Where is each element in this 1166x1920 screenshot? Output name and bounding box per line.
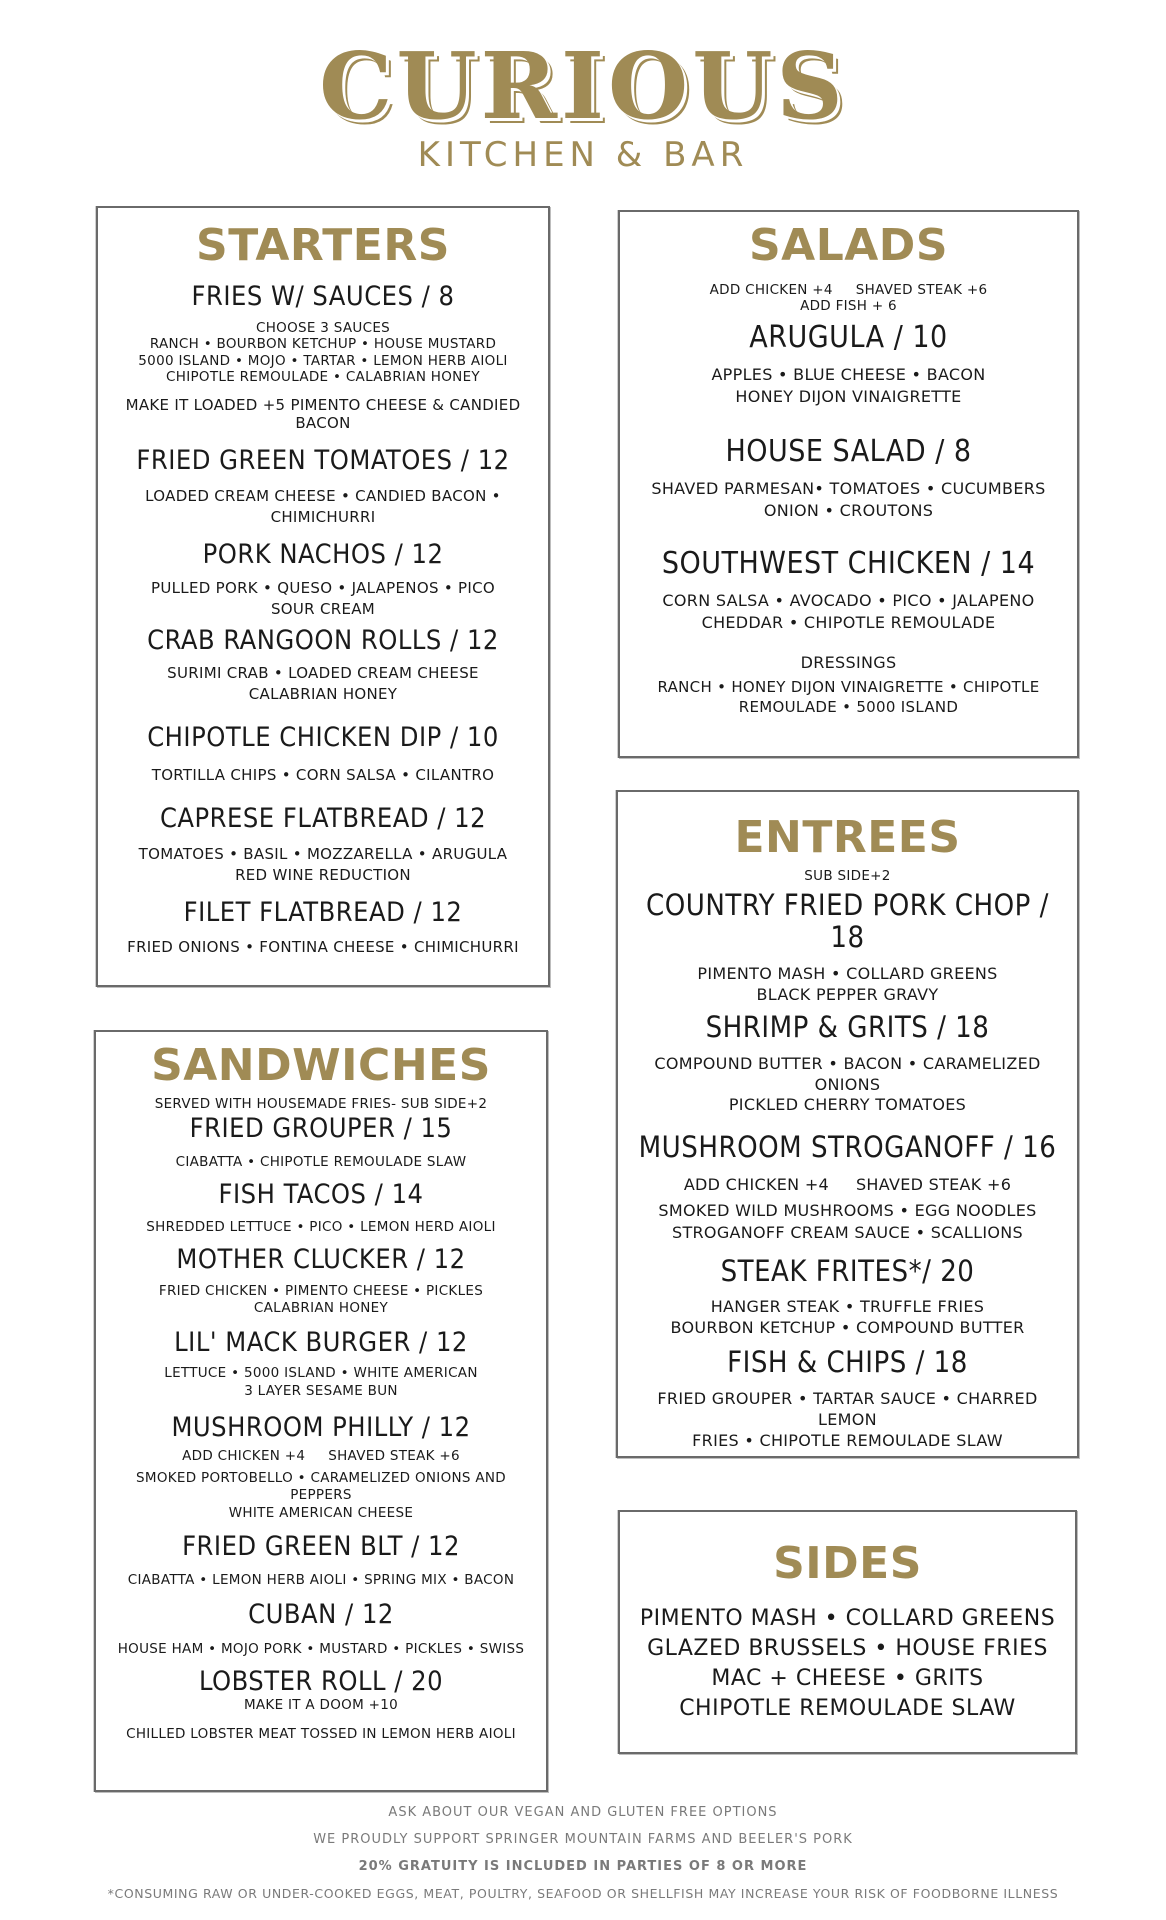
menu-item-name: MUSHROOM STROGANOFF / 16 [638, 1130, 1057, 1165]
entrees-note: SUB SIDE+2 [804, 868, 891, 884]
loaded-line: BACON [295, 413, 351, 432]
menu-item-name: SOUTHWEST CHICKEN / 14 [661, 545, 1036, 581]
menu-item-name: STEAK FRITES*/ 20 [720, 1253, 975, 1288]
menu-item-name: FRIES W/ SAUCES / 8 [191, 281, 455, 312]
sandwiches-note: SERVED WITH HOUSEMADE FRIES- SUB SIDE+2 [154, 1096, 488, 1112]
sides-line: MAC + CHEESE • GRITS [711, 1665, 984, 1691]
menu-item-name: LIL' MACK BURGER / 12 [174, 1326, 468, 1358]
menu-item-name: ARUGULA / 10 [749, 319, 948, 355]
desc-line: LETTUCE • 5000 ISLAND • WHITE AMERICAN [164, 1365, 478, 1382]
brand-header [0, 32, 1166, 175]
desc-line: CHILLED LOBSTER MEAT TOSSED IN LEMON HERB AIOLI [126, 1726, 516, 1743]
menu-item-desc [104, 1219, 538, 1237]
desc-line: HONEY DIJON VINAIGRETTE [735, 387, 962, 407]
menu-item-desc [106, 663, 540, 705]
entrees-title: ENTREES [734, 812, 961, 863]
starters-section [96, 206, 550, 987]
footer-suppliers-note: WE PROUDLY SUPPORT SPRINGER MOUNTAIN FARMS AND BEELER'S PORK [313, 1832, 853, 1847]
menu-item-name: FILET FLATBREAD / 12 [183, 896, 463, 928]
footer-gratuity-note: 20% GRATUITY IS INCLUDED IN PARTIES OF 8 OR MORE [358, 1859, 808, 1874]
menu-item-desc [106, 578, 540, 620]
sauce-line: CHIPOTLE REMOULADE • CALABRIAN HONEY [166, 369, 480, 386]
addon-line: ADD CHICKEN +4 SHAVED STEAK +6 [709, 282, 988, 298]
menu-item-desc [628, 478, 1069, 523]
desc-line: FRIES • CHIPOTLE REMOULADE SLAW [692, 1430, 1003, 1450]
starters-title: STARTERS [196, 220, 450, 271]
desc-line: SMOKED WILD MUSHROOMS • EGG NOODLES [658, 1201, 1037, 1221]
sandwiches-section [94, 1030, 548, 1792]
menu-item-desc [104, 1365, 538, 1400]
menu-item-desc [626, 1389, 1069, 1451]
menu-item-name: HOUSE SALAD / 8 [725, 433, 972, 469]
menu-item-name: MUSHROOM PHILLY / 12 [171, 1411, 471, 1443]
sauce-line: RANCH • BOURBON KETCHUP • HOUSE MUSTARD [149, 336, 497, 353]
desc-line: FRIED CHICKEN • PIMENTO CHEESE • PICKLES [158, 1282, 484, 1299]
sauce-choice-title: CHOOSE 3 SAUCES [255, 319, 391, 336]
menu-item-desc [104, 1572, 538, 1590]
desc-line: CALABRIAN HONEY [253, 1300, 389, 1317]
dressings-list [628, 677, 1069, 718]
dressing-line: REMOULADE • 5000 ISLAND [738, 697, 959, 716]
menu-item-name: CAPRESE FLATBREAD / 12 [159, 802, 487, 834]
menu-item-desc [106, 844, 540, 886]
entrees-section [616, 790, 1079, 1458]
footer-health-warning: *CONSUMING RAW OR UNDER-COOKED EGGS, MEAT, POULTRY, SEAFOOD OR SHELLFISH MAY INCREASE YOUR RISK OF FOODBORNE ILLNESS [107, 1886, 1059, 1901]
desc-line: TOMATOES • BASIL • MOZZARELLA • ARUGULA [138, 844, 508, 863]
menu-item-name: FISH & CHIPS / 18 [727, 1345, 968, 1380]
desc-line: PICKLED CHERRY TOMATOES [728, 1095, 967, 1115]
desc-line: SHREDDED LETTUCE • PICO • LEMON HERD AIOLI [146, 1219, 496, 1236]
desc-line: APPLES • BLUE CHEESE • BACON [711, 364, 986, 384]
desc-line: CIABATTA • LEMON HERB AIOLI • SPRING MIX • BACON [127, 1572, 515, 1589]
desc-line: ONION • CROUTONS [763, 501, 934, 521]
desc-line: STROGANOFF CREAM SAUCE • SCALLIONS [671, 1223, 1023, 1242]
brand-subtitle: KITCHEN & BAR [417, 135, 749, 175]
desc-line: FRIED GROUPER • TARTAR SAUCE • CHARRED LEMON [657, 1388, 1038, 1429]
sides-line: CHIPOTLE REMOULADE SLAW [679, 1695, 1016, 1721]
sides-section [618, 1510, 1077, 1754]
menu-item-desc [106, 765, 540, 786]
desc-line: CIABATTA • CHIPOTLE REMOULADE SLAW [175, 1154, 467, 1171]
desc-line: COMPOUND BUTTER • BACON • CARAMELIZED ONIONS [654, 1053, 1041, 1094]
sides-line: PIMENTO MASH • COLLARD GREENS [639, 1606, 1056, 1631]
desc-line: SOUR CREAM [270, 599, 376, 618]
menu-item-desc [104, 1283, 538, 1318]
desc-line: CALABRIAN HONEY [248, 685, 398, 704]
salads-title: SALADS [748, 220, 949, 271]
desc-line: PIMENTO MASH • COLLARD GREENS [697, 964, 998, 984]
menu-item-name: FRIED GREEN BLT / 12 [182, 1531, 460, 1563]
desc-line: HOUSE HAM • MOJO PORK • MUSTARD • PICKLES • SWISS [117, 1641, 525, 1658]
menu-item-name: LOBSTER ROLL / 20 [198, 1665, 444, 1697]
menu-item-desc [104, 1726, 538, 1744]
menu-item-desc [626, 1297, 1069, 1339]
menu-item-addon: ADD CHICKEN +4 SHAVED STEAK +6 [683, 1175, 1012, 1195]
desc-line: PULLED PORK • QUESO • JALAPENOS • PICO [151, 578, 495, 597]
menu-item-desc [628, 590, 1069, 635]
menu-item-name: COUNTRY FRIED PORK CHOP / 18 [646, 888, 1049, 955]
desc-line: FRIED ONIONS • FONTINA CHEESE • CHIMICHURRI [127, 938, 519, 957]
sides-list [628, 1604, 1067, 1724]
salads-section [618, 210, 1079, 758]
desc-line: SHAVED PARMESAN• TOMATOES • CUCUMBERS [651, 478, 1046, 498]
menu-item-desc [104, 1154, 538, 1172]
menu-item-desc [104, 1470, 538, 1523]
dressings-title: DRESSINGS [800, 653, 897, 673]
desc-line: CHEDDAR • CHIPOTLE REMOULADE [701, 612, 996, 632]
menu-item-desc [626, 1200, 1069, 1243]
sauce-line: 5000 ISLAND • MOJO • TARTAR • LEMON HERB AIOLI [138, 352, 508, 369]
menu-item-name: FRIED GREEN TOMATOES / 12 [136, 445, 510, 477]
menu-item-name: SHRIMP & GRITS / 18 [705, 1009, 990, 1044]
menu-item-desc [626, 1054, 1069, 1116]
sandwiches-title: SANDWICHES [151, 1040, 491, 1091]
menu-item-name: FRIED GROUPER / 15 [189, 1113, 453, 1145]
menu-item-name: PORK NACHOS / 12 [202, 538, 444, 570]
menu-item-name: CRAB RANGOON ROLLS / 12 [147, 624, 499, 656]
menu-item-desc [104, 1641, 538, 1659]
menu-item-addon: MAKE IT A DOOM +10 [243, 1696, 399, 1713]
menu-item-name: FISH TACOS / 14 [218, 1178, 424, 1210]
desc-line: SMOKED PORTOBELLO • CARAMELIZED ONIONS AND PEPPERS [136, 1469, 506, 1504]
desc-line: 3 LAYER SESAME BUN [244, 1382, 398, 1399]
desc-line: BOURBON KETCHUP • COMPOUND BUTTER [670, 1318, 1025, 1338]
desc-line: LOADED CREAM CHEESE • CANDIED BACON • CHIMICHURRI [145, 486, 501, 526]
loaded-note [106, 396, 540, 433]
sides-title: SIDES [773, 1538, 922, 1589]
salad-addons [628, 282, 1069, 315]
addon-line: ADD FISH + 6 [800, 298, 897, 315]
sauce-choice-note [106, 320, 540, 386]
desc-line: HANGER STEAK • TRUFFLE FRIES [710, 1297, 985, 1317]
desc-line: WHITE AMERICAN CHEESE [228, 1504, 414, 1521]
menu-item-name: CHIPOTLE CHICKEN DIP / 10 [147, 722, 499, 754]
menu-item-desc [628, 364, 1069, 409]
desc-line: RED WINE REDUCTION [235, 865, 411, 884]
menu-item-desc [106, 486, 540, 528]
menu-item-name: MOTHER CLUCKER / 12 [176, 1243, 466, 1275]
brand-name: CURIOUS [319, 32, 847, 140]
desc-line: CORN SALSA • AVOCADO • PICO • JALAPENO [662, 590, 1035, 610]
desc-line: BLACK PEPPER GRAVY [756, 985, 939, 1005]
desc-line: TORTILLA CHIPS • CORN SALSA • CILANTRO [151, 765, 495, 784]
sides-line: GLAZED BRUSSELS • HOUSE FRIES [647, 1635, 1048, 1661]
desc-line: SURIMI CRAB • LOADED CREAM CHEESE [167, 664, 479, 683]
menu-item-desc [626, 964, 1069, 1006]
footer-vegan-note: ASK ABOUT OUR VEGAN AND GLUTEN FREE OPTIONS [388, 1805, 778, 1820]
menu-item-addon: ADD CHICKEN +4 SHAVED STEAK +6 [182, 1448, 460, 1465]
loaded-line: MAKE IT LOADED +5 PIMENTO CHEESE & CANDIED [125, 395, 521, 414]
menu-item-desc [106, 937, 540, 958]
dressing-line: RANCH • HONEY DIJON VINAIGRETTE • CHIPOTLE [657, 677, 1040, 696]
menu-item-name: CUBAN / 12 [248, 1598, 394, 1630]
